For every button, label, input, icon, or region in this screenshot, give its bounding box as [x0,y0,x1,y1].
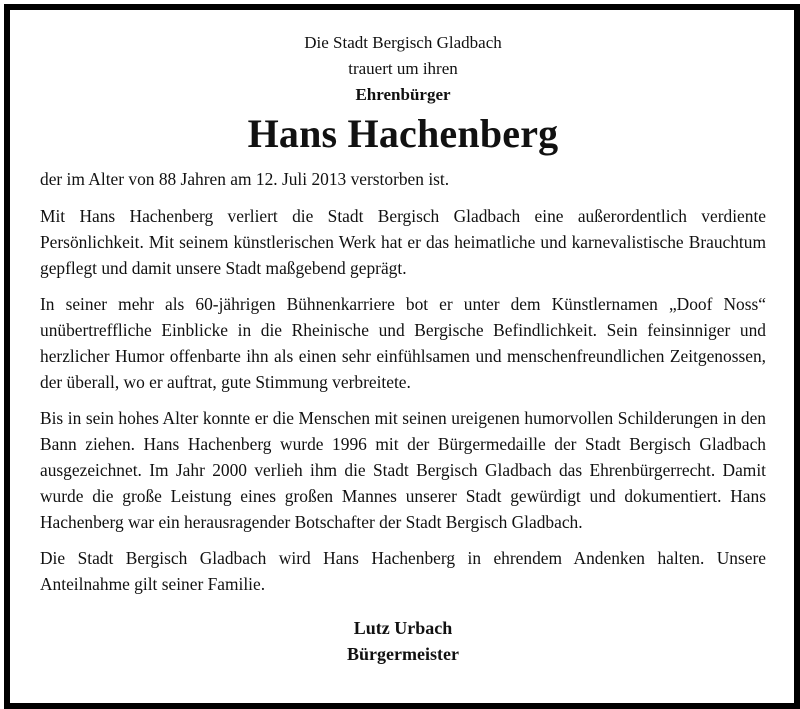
notice-content [40,30,766,667]
paragraph-career: In seiner mehr als 60-jährigen Bühnenkarriere bot er unter dem Künstlernamen „Doof Noss“ unübertreffliche Einblicke in die Rheinische und Bergische Befindlichkeit. Sein feinsinniger und herzlicher Humor offenbarte ihn als einen sehr einfühlsamen und menschenfreundlichen Zeitgenossen, der überall, wo er auftrat, gute Stimmung verbreitete. [40,294,766,392]
paragraph-remembrance: Die Stadt Bergisch Gladbach wird Hans Hachenberg in ehrendem Andenken halten. Unsere Anteilnahme gilt seiner Familie. [40,548,766,594]
signatory-title: Bürgermeister [347,644,459,664]
death-statement: der im Alter von 88 Jahren am 12. Juli 2013 verstorben ist. [40,169,450,189]
signatory-name: Lutz Urbach [353,618,453,638]
paragraph-merits: Mit Hans Hachenberg verliert die Stadt Bergisch Gladbach eine außerordentlich verdiente Persönlichkeit. Mit seinem künstlerischen Werk hat er das heimatliche und karnevalistische Brauchtum gepflegt und damit unsere Stadt maßgebend geprägt. [40,206,766,278]
signature-block [40,615,766,667]
issuer-line: Die Stadt Bergisch Gladbach [304,33,502,52]
deceased-name: Hans Hachenberg [247,111,559,156]
notice-frame [4,4,800,709]
honor-title: Ehrenbürger [355,85,451,104]
mourning-line: trauert um ihren [348,59,458,78]
paragraph-honors: Bis in sein hohes Alter konnte er die Menschen mit seinen ureigenen humorvollen Schilderungen in den Bann ziehen. Hans Hachenberg wurde 1996 mit der Bürgermedaille der Stadt Bergisch Gladbach ausgezeichnet. Im Jahr 2000 verlieh ihm die Stadt Bergisch Gladbach das Ehrenbürgerrecht. Damit wurde die große Leistung eines großen Mannes unserer Stadt gewürdigt und dokumentiert. Hans Hachenberg war ein herausragender Botschafter der Stadt Bergisch Gladbach. [40,408,766,532]
